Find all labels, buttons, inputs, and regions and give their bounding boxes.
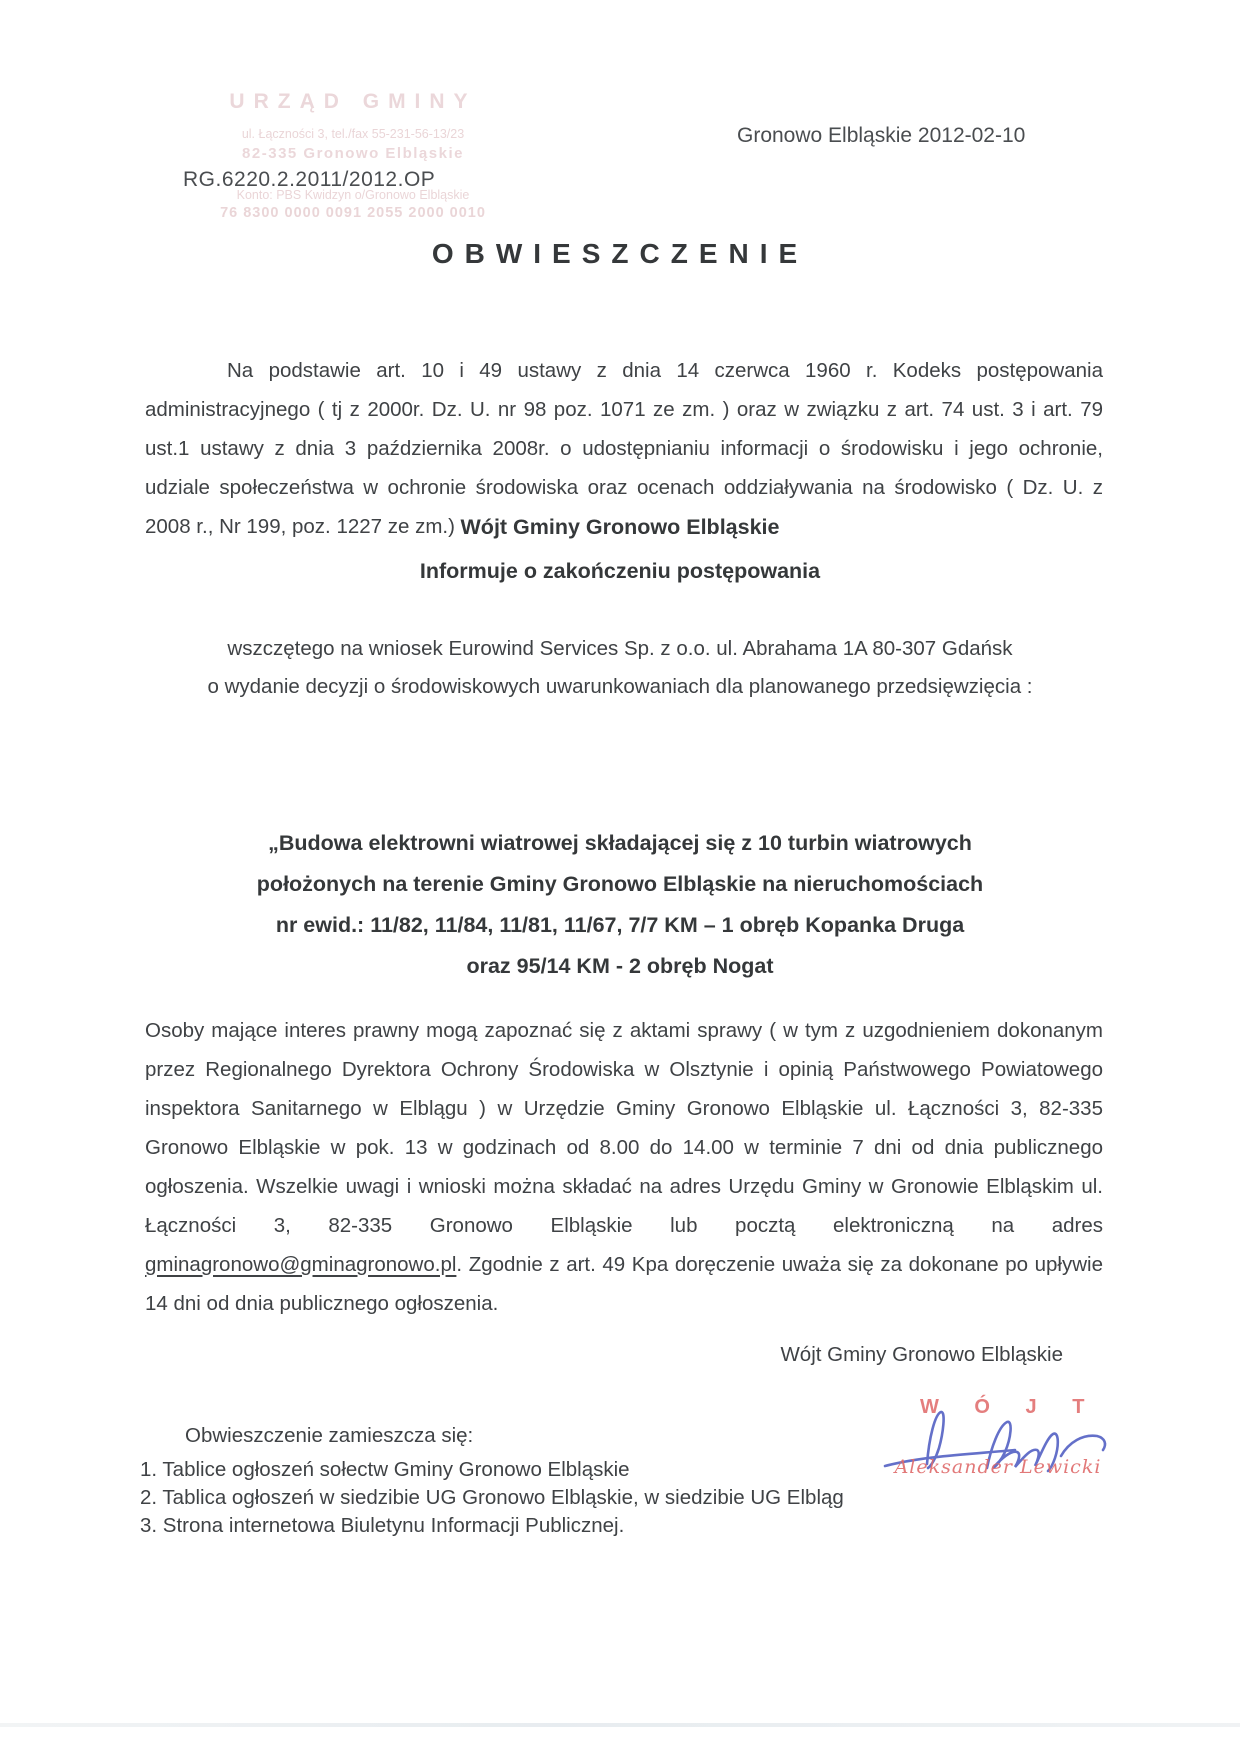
distribution-heading: Obwieszczenie zamieszcza się: (185, 1424, 474, 1447)
office-stamp-city: 82-335 Gronowo Elbląskie (242, 145, 464, 162)
scan-bottom-edge (0, 1723, 1240, 1727)
office-stamp-account-number: 76 8300 0000 0091 2055 2000 0010 (220, 205, 486, 221)
office-header-stamp (148, 90, 558, 221)
project-title-line1: „Budowa elektrowni wiatrowej składającej się z 10 turbin wiatrowych (268, 831, 972, 855)
announcement-heading-line2: Informuje o zakończeniu postępowania (419, 559, 821, 583)
project-title-line2: położonych na terenie Gminy Gronowo Elbląskie na nieruchomościach (256, 872, 984, 896)
reference-number: RG.6220.2.2011/2012.OP (183, 168, 436, 191)
document-title: OBWIESZCZENIE (431, 238, 809, 269)
place-and-date: Gronowo Elbląskie 2012-02-10 (737, 124, 1026, 147)
info-text-before-email: Osoby mające interes prawny mogą zapoznać się z aktami sprawy ( w tym z uzgodnieniem dokonanym przez Regionalnego Dyrektora Ochrony Środowiska w Olsztynie i opinią Państwowego Powiatowego inspektora Sanitarnego w Elblągu ) w Urzędzie Gminy Gronowo Elbląskie ul. Łączności 3, 82-335 Gronowo Elbląskie w pok. 13 w godzinach od 8.00 do 14.00 w terminie 7 dni od dnia publicznego ogłoszenia. Wszelkie uwagi i wnioski można składać na adres Urzędu Gminy w Gronowie Elbląskim ul. Łączności 3, 82-335 Gronowo Elbląskie lub pocztą elektroniczną na adres (145, 1018, 1103, 1237)
project-title-line3: nr ewid.: 11/82, 11/84, 11/81, 11/67, 7/7 KM – 1 obręb Kopanka Druga (275, 913, 965, 937)
project-title-line4: oraz 95/14 KM - 2 obręb Nogat (466, 954, 774, 978)
distribution-item: 3. Strona internetowa Biuletynu Informacji Publicznej. (140, 1514, 625, 1537)
email-address: gminagronowo@gminagronowo.pl (145, 1252, 457, 1276)
mayor-stamp-name: Aleksander Lewicki (894, 1456, 1102, 1478)
info-paragraph (145, 1011, 1103, 1323)
mayor-stamp (878, 1396, 1118, 1492)
project-title-block (0, 823, 1240, 987)
request-paragraph (0, 630, 1240, 706)
request-line1: wszczętego na wniosek Eurowind Services Sp. z o.o. ul. Abrahama 1A 80-307 Gdańsk (227, 637, 1013, 660)
legal-basis-paragraph: Na podstawie art. 10 i 49 ustawy z dnia 14 czerwca 1960 r. Kodeks postępowania administracyjnego ( tj z 2000r. Dz. U. nr 98 poz. 1071 ze zm. ) oraz w związku z art. 74 ust. 3 i art. 79 ust.1 ustawy z dnia 3 października 2008r. o udostępnianiu informacji o środowisku i jego ochronie, udziale społeczeństwa w ochronie środowiska oraz ocenach oddziaływania na środowisko ( Dz. U. z 2008 r., Nr 199, poz. 1227 ze zm.) (145, 358, 1103, 538)
office-stamp-account-label: Konto: PBS Kwidzyn o/Gronowo Elbląskie (236, 188, 470, 202)
request-line2: o wydanie decyzji o środowiskowych uwarunkowaniach dla planowanego przedsięwzięcia : (207, 675, 1033, 698)
signature-title: Wójt Gminy Gronowo Elbląskie (780, 1343, 1063, 1366)
distribution-list (140, 1424, 960, 1540)
announcement-heading-line1: Wójt Gminy Gronowo Elbląskie (460, 515, 780, 539)
distribution-item: 1. Tablice ogłoszeń sołectw Gminy Gronowo Elbląskie (140, 1458, 630, 1481)
announcement-heading (0, 505, 1240, 593)
office-stamp-address: ul. Łączności 3, tel./fax 55-231-56-13/23 (241, 127, 465, 141)
office-stamp-name: URZĄD GMINY (229, 90, 477, 113)
mayor-stamp-title: W Ó J T (920, 1396, 1100, 1418)
distribution-item: 2. Tablica ogłoszeń w siedzibie UG Gronowo Elbląskie, w siedzibie UG Elbląg (140, 1486, 844, 1509)
info-text-after-email: . Zgodnie z art. 49 Kpa doręczenie uważa się za dokonane po upływie 14 dni od dnia publicznego ogłoszenia. (145, 1252, 1103, 1315)
